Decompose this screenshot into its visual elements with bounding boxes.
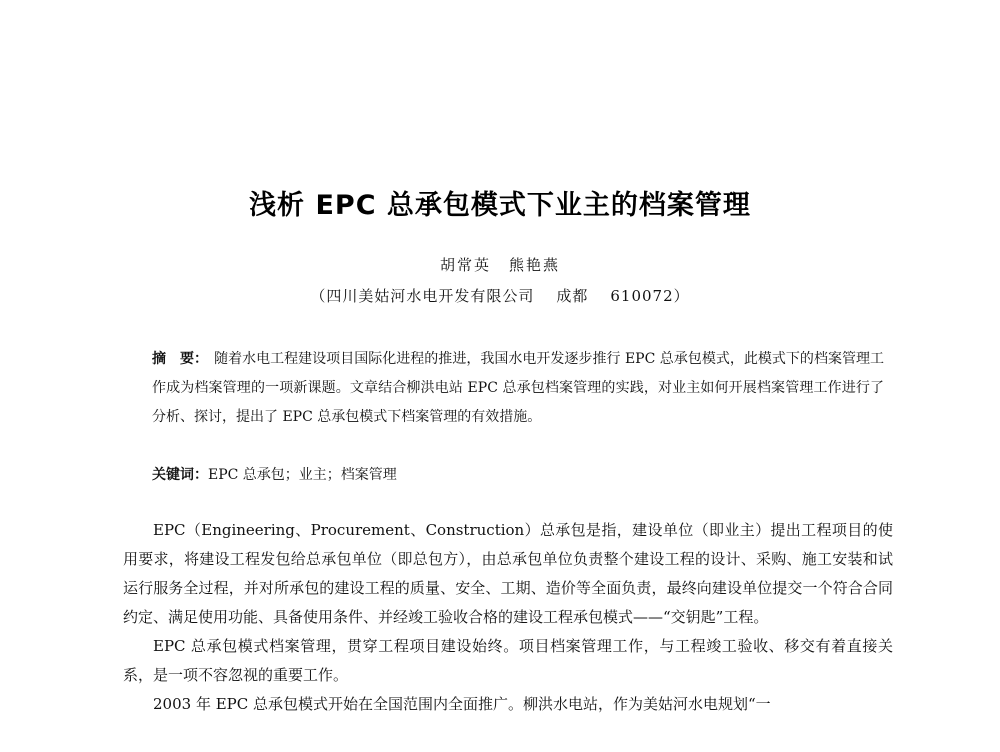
keywords-text: EPC 总承包；业主；档案管理 bbox=[208, 467, 397, 483]
abstract-text: 随着水电工程建设项目国际化进程的推进，我国水电开发逐步推行 EPC 总承包模式，此模式下的档案管理工作成为档案管理的一项新课题。文章结合柳洪电站 EPC 总承包档案管理的实践，对业主如何开展档案管理工作进行了分析、探讨，提出了 EPC 总承包模式下档案管理的有效措施。 bbox=[152, 351, 885, 425]
abstract bbox=[152, 345, 884, 432]
keywords-label: 关键词： bbox=[152, 467, 208, 483]
body-text bbox=[123, 516, 893, 719]
affiliation-org: （四川美姑河水电开发有限公司 bbox=[310, 287, 535, 305]
keywords bbox=[152, 461, 884, 490]
author-name: 胡常英 bbox=[439, 256, 491, 274]
body-paragraph: EPC（Engineering、Procurement、Construction）总承包是指，建设单位（即业主）提出工程项目的使用要求，将建设工程发包给总承包单位（即总包方），由总承包单位负责整个建设工程的设计、采购、施工安装和试运行服务全过程，并对所承包的建设工程的质量、安全、工期、造价等全面负责，最终向建设单位提交一个符合合同约定、满足使用功能、具备使用条件、并经竣工验收合格的建设工程承包模式——“交钥匙”工程。 bbox=[123, 521, 893, 626]
abstract-label: 摘 要： bbox=[152, 351, 209, 367]
author-list bbox=[0, 254, 1000, 275]
body-paragraph: 2003 年 EPC 总承包模式开始在全国范围内全面推广。柳洪水电站，作为美姑河水电规划“一 bbox=[153, 695, 771, 713]
author-name: 熊艳燕 bbox=[509, 256, 561, 274]
affiliation-city: 成都 bbox=[556, 287, 589, 305]
affiliation bbox=[0, 285, 1000, 306]
affiliation-postcode: 610072） bbox=[610, 287, 690, 305]
body-paragraph: EPC 总承包模式档案管理，贯穿工程项目建设始终。项目档案管理工作，与工程竣工验收、移交有着直接关系，是一项不容忽视的重要工作。 bbox=[123, 637, 893, 684]
paper-title: 浅析 EPC 总承包模式下业主的档案管理 bbox=[249, 190, 751, 221]
